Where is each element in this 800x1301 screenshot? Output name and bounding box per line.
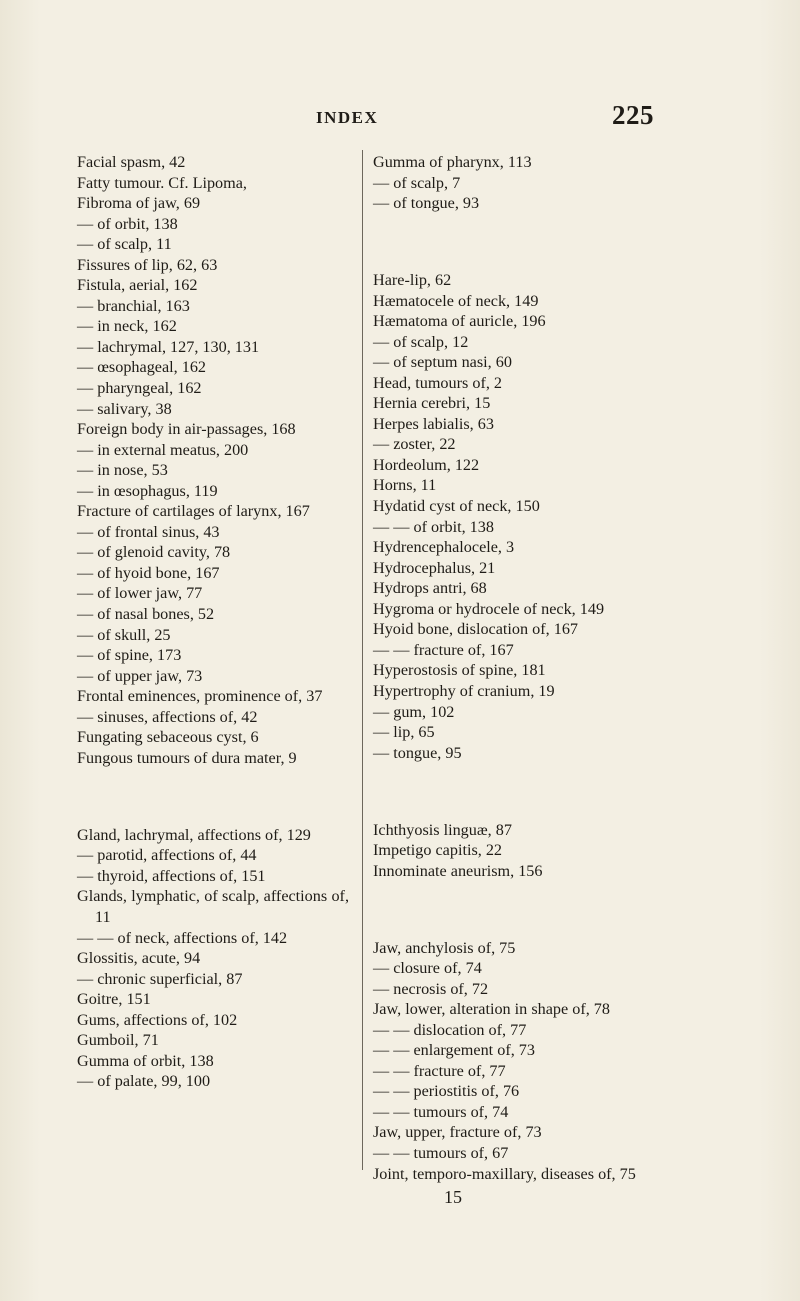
index-entry: — — dislocation of, 77 [373,1020,527,1039]
index-entry: — in external meatus, 200 [77,440,249,459]
index-entry: Hydatid cyst of neck, 150 [373,497,540,516]
index-entry: Hypertrophy of cranium, 19 [373,681,555,700]
index-entry: Herpes labialis, 63 [373,414,494,433]
index-entry: — — enlargement of, 73 [373,1041,535,1060]
page-number: 225 [612,100,654,130]
index-entry: — necrosis of, 72 [373,979,489,998]
index-entry: — chronic superficial, 87 [77,969,243,988]
index-entry: Joint, temporo-maxillary, diseases of, 75 [373,1164,636,1183]
index-entry: — in nose, 53 [77,461,168,480]
index-entry: Hygroma or hydrocele of neck, 149 [373,599,605,618]
index-entry: Fissures of lip, 62, 63 [77,255,218,274]
index-entry: Fatty tumour. Cf. Lipoma, [77,173,247,192]
index-entry: — of upper jaw, 73 [77,666,203,685]
index-entry: Fungous tumours of dura mater, 9 [77,748,297,767]
index-entry: Head, tumours of, 2 [373,373,503,392]
index-entry: — of septum nasi, 60 [373,353,512,372]
index-entry: Glossitis, acute, 94 [77,949,201,968]
index-entry: Fistula, aerial, 162 [77,276,198,295]
index-entry: Gland, lachrymal, affections of, 129 [77,825,311,844]
index-entry: — salivary, 38 [77,399,172,418]
index-entry: Goitre, 151 [77,990,151,1009]
index-entry: — of glenoid cavity, 78 [77,543,231,562]
index-entry: — of nasal bones, 52 [77,605,215,624]
section-gap [373,230,653,254]
index-entry: Gumma of orbit, 138 [77,1051,214,1070]
index-entry: Fungating sebaceous cyst, 6 [77,728,259,747]
index-entry: Impetigo capitis, 22 [373,841,503,860]
index-entry: — — tumours of, 74 [373,1102,509,1121]
index-entry: Jaw, anchylosis of, 75 [373,938,516,957]
index-entry: Hydrocephalus, 21 [373,558,496,577]
index-entry: Hordeolum, 122 [373,455,480,474]
index-entry: — closure of, 74 [373,959,482,978]
index-entry: Jaw, lower, alteration in shape of, 78 [373,1000,610,1019]
index-entry: Foreign body in air-passages, 168 [77,420,296,439]
index-entry: — of skull, 25 [77,625,171,644]
index-entry: Hernia cerebri, 15 [373,394,491,413]
index-entry: — of scalp, 12 [373,332,469,351]
index-entry: Jaw, upper, fracture of, 73 [373,1123,542,1142]
index-column-left [77,152,349,1092]
index-entry: — zoster, 22 [373,435,456,454]
index-entry: — — fracture of, 167 [373,640,514,659]
index-entry: — of orbit, 138 [77,214,178,233]
index-entry: Facial spasm, 42 [77,153,186,171]
column-divider [362,150,363,1170]
index-entry: Gums, affections of, 102 [77,1010,238,1029]
index-entry: — tongue, 95 [373,743,462,762]
index-entry: Hæmatocele of neck, 149 [373,291,539,310]
section-gap [77,785,349,809]
section-gap [373,779,653,803]
index-entry: — lip, 65 [373,723,435,742]
index-entry: — of hyoid bone, 167 [77,563,220,582]
index-entry: Hæmatoma of auricle, 196 [373,312,546,331]
index-entry: — of tongue, 93 [373,194,480,213]
running-title: INDEX [316,108,379,127]
index-entry: — of lower jaw, 77 [77,584,203,603]
index-entry: Glands, lymphatic, of scalp, affections of, 11 [77,887,349,926]
index-entry: Hyoid bone, dislocation of, 167 [373,620,579,639]
index-entry: — of palate, 99, 100 [77,1072,211,1091]
index-entry: Frontal eminences, prominence of, 37 [77,687,323,706]
signature-mark: 15 [444,1187,462,1208]
index-entry: Hydrencephalocele, 3 [373,538,515,557]
index-entry: — of scalp, 7 [373,173,461,192]
index-column-right [373,152,653,1208]
index-entry: Fracture of cartilages of larynx, 167 [77,502,310,521]
index-entry: — of scalp, 11 [77,235,172,254]
index-entry: Hare-lip, 62 [373,271,452,290]
index-entry: — — of orbit, 138 [373,517,494,536]
index-entry: — in œsophagus, 119 [77,481,218,500]
index-entry: — thyroid, affections of, 151 [77,866,266,885]
index-entry: — — tumours of, 67 [373,1144,509,1162]
index-entry: Ichthyosis linguæ, 87 [373,820,512,839]
index-entry: — — fracture of, 77 [373,1061,506,1080]
index-entry: Horns, 11 [373,476,437,495]
index-entry: — — of neck, affections of, 142 [77,928,288,947]
index-entry: — of spine, 173 [77,646,182,665]
index-entry: — œsophageal, 162 [77,358,207,377]
index-entry: Innominate aneurism, 156 [373,861,543,880]
page-header [0,100,800,134]
index-entry: — of frontal sinus, 43 [77,522,220,541]
index-entry: Gumboil, 71 [77,1031,159,1050]
index-entry: — lachrymal, 127, 130, 131 [77,337,260,356]
index-entry: — parotid, affections of, 44 [77,846,257,865]
index-entry: Hydrops antri, 68 [373,579,487,598]
index-entry: — gum, 102 [373,702,455,721]
section-gap [373,897,653,921]
index-entry: — branchial, 163 [77,296,190,315]
index-entry: — sinuses, affections of, 42 [77,707,258,726]
index-entry: Hyperostosis of spine, 181 [373,661,546,680]
index-entry: — — periostitis of, 76 [373,1082,520,1101]
index-entry: — in neck, 162 [77,317,177,336]
index-entry: — pharyngeal, 162 [77,379,202,398]
index-entry: Gumma of pharynx, 113 [373,153,532,171]
index-entry: Fibroma of jaw, 69 [77,194,201,213]
